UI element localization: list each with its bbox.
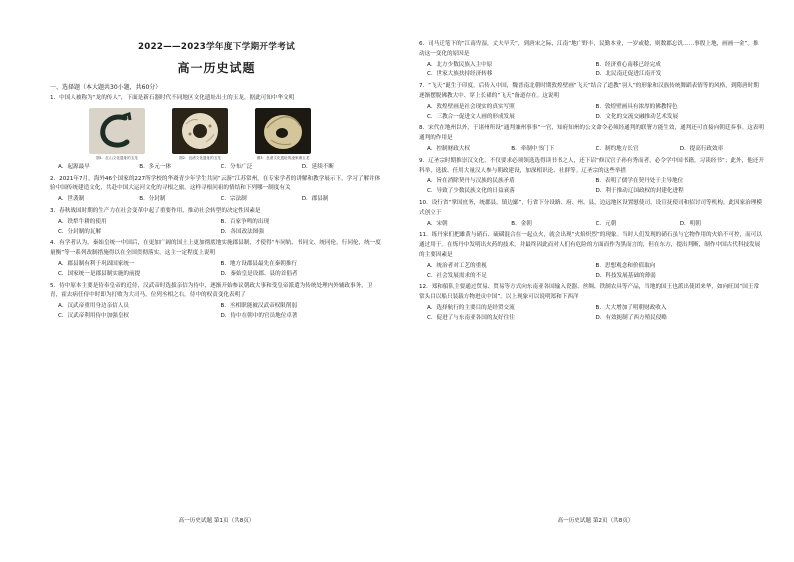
c-shaped-jade-dragon-icon bbox=[89, 108, 145, 154]
ring-jade-dragon-icon bbox=[172, 108, 228, 154]
option-b[interactable]: B．金朝 bbox=[511, 220, 532, 227]
option-d[interactable]: D．有效扼制了西方殖民侵略 bbox=[595, 314, 667, 321]
option-d[interactable]: D．各国改法图强 bbox=[220, 228, 264, 235]
question-12-options bbox=[419, 304, 764, 324]
question-1-options bbox=[50, 163, 383, 173]
option-b[interactable]: B．丞相职能被汉武帝权限削弱 bbox=[220, 303, 298, 310]
question-8: 8．宋代在地州以外，于诸州所设“通判兼州事事”一官，知府知州的公文命令必须经通判的联署方能生效，通判还可直接向朝廷奏事。这表明通判的作用是 bbox=[419, 125, 764, 142]
question-4: 4．有学者认为，秦始皇统一中国后，在更加广阔的国土上更加彻底地实施郡县制，才使得“车同轨、书同文、统同伦，行同伦，统一度量衡”等一系列改制措施得以在全国贯彻落实，这主一定程度上说明 bbox=[50, 240, 381, 257]
option-d[interactable]: D．明朝 bbox=[679, 220, 701, 227]
exam-title: 2022——2023学年度下学期开学考试 bbox=[138, 42, 295, 52]
figure-1-caption: 图1：红山文化遗址的玉龙 bbox=[96, 155, 138, 160]
option-c[interactable]: C．导致了少数民族文化的日益衰落 bbox=[427, 188, 515, 195]
coiled-jade-dragon-icon bbox=[255, 108, 311, 154]
option-a[interactable]: A．世袭制 bbox=[58, 196, 85, 203]
option-d[interactable]: D．文化的交流交融推动艺术发展 bbox=[595, 113, 679, 120]
option-c[interactable]: C．国家统一是郡县制实施的前提 bbox=[58, 270, 141, 277]
question-9: 9．辽圣宗时期推崇汉文化，不仅要求必须领选选得读书书之人，还下诏“修汉官子孙有秀而者，必令学中国书籍，习读经书”；此外，他还开科举，选拔、任用大量汉人参与朝政建设，加深相识论、社群等。辽圣宗的这些举措 bbox=[419, 157, 764, 174]
figure-2-caption: 图2：良渚文化遗址的玉龙 bbox=[179, 155, 221, 160]
option-b[interactable]: B．思想观念和价值取向 bbox=[595, 262, 656, 269]
option-c[interactable]: C．制约地方长官 bbox=[595, 145, 639, 152]
option-d[interactable]: D．利于推动辽国政权的封建化进程 bbox=[595, 188, 684, 195]
option-a[interactable]: A．选择航行的主要目的是经贸交流 bbox=[427, 304, 515, 311]
option-a[interactable]: A．北方少数民族入主中原 bbox=[427, 61, 493, 68]
option-b[interactable]: B．敦煌壁画具有浓厚的佛教特色 bbox=[595, 103, 678, 110]
question-9-options bbox=[419, 177, 764, 197]
section-heading: 一、选择题（本大题共30小题，共60分） bbox=[50, 84, 162, 91]
question-11: 11．练丹家们把雄黄与硝石、硫磺混合在一起点火，就会出现“火焰炽烈”的现象。当时人们发现的硝石虽与它物作用的火焰不可控，而可以通过用于。在炼丹中发明出火药的技术，并最终因此而对人们有危险的方面而作为黑而言的，但在东方，提出判断，制作中国古代科技发展的主要因素是 bbox=[419, 232, 762, 258]
option-c[interactable]: C．三教合一促进文人画的形成发展 bbox=[427, 113, 515, 120]
option-b[interactable]: B．经济重心南移已经完成 bbox=[595, 61, 661, 68]
question-10-options bbox=[419, 220, 764, 230]
question-3: 3．春秋战国时期的生产力在社会变革中起了重要作用，推动社会转型的决定性因素是 bbox=[50, 207, 261, 214]
question-8-options bbox=[419, 145, 764, 155]
option-b[interactable]: B．表明了儒学在契丹处于主导地位 bbox=[595, 178, 684, 185]
option-c[interactable]: C．促进了与东南亚各国的友好往往 bbox=[427, 314, 515, 321]
question-1-figures bbox=[80, 108, 320, 161]
question-10: 10．设行省“掌国庶务，统郡县，镇边鄙”，行省下分设路、府、州、县，边远地区设置慰使司，设宣抚使司和招讨司等机构。此因家治理模式创立于 bbox=[419, 199, 762, 216]
question-12: 12．郑和船队主要通过贸易、贸易等方式向东南亚各国输入瓷器、丝绸、铁制农具等产品，当地的国王也派出使团来华，如向旺国“国王常常头目以船只装载方物进贡中国”。以上现象可以说明郑和下西洋 bbox=[419, 284, 760, 301]
option-c[interactable]: C．元朝 bbox=[595, 220, 617, 227]
option-b[interactable]: B．地方设郡县最先在秦朝推行 bbox=[220, 260, 298, 267]
option-b[interactable]: B．大大增加了明朝财政收入 bbox=[595, 304, 667, 311]
question-5-options bbox=[50, 302, 383, 322]
option-c[interactable]: C．宗法制 bbox=[220, 196, 247, 203]
option-a[interactable]: A．郡县制有利于巩固国家统一 bbox=[58, 260, 135, 267]
option-d[interactable]: D．郡县制 bbox=[301, 196, 329, 203]
question-11-options bbox=[419, 262, 764, 282]
option-a[interactable]: A．统治者对工艺的重视 bbox=[427, 262, 487, 269]
option-c[interactable]: C．世家大族扶持经济转移 bbox=[427, 71, 493, 78]
subject-title: 高一历史试题 bbox=[177, 61, 256, 75]
page-footer: 高一历史试题 第1页（共8页） bbox=[178, 518, 255, 524]
option-a[interactable]: A．敦煌壁画是社会现实的真实写照 bbox=[427, 103, 515, 110]
page-2 bbox=[397, 0, 794, 562]
option-a[interactable]: A．旨在消除契丹与汉族的民族矛盾 bbox=[427, 178, 515, 185]
option-b[interactable]: B．多元一体 bbox=[139, 163, 172, 170]
option-a[interactable]: A．汉武帝重用身边亲信人员 bbox=[58, 303, 129, 310]
option-d[interactable]: D．延续不断 bbox=[301, 163, 335, 170]
question-2: 2．2021年7月，海外46个国家的227所学校的华裔青少年学生共同“云游”江苏常州，在专家学者的讲解和教学展示下，学习了解并体验中国传统建造文化，共赴中国大运河文化的寻根之旅。这样寻根问祖的情结和下列哪一制度有关 bbox=[50, 175, 381, 192]
question-3-options bbox=[50, 218, 383, 238]
figure-3-caption: 图3：良渚文化遗址的凌家滩玉龙 bbox=[256, 155, 310, 160]
option-d[interactable]: D．侍中在朝中的官员地位卓著 bbox=[220, 312, 298, 319]
option-c[interactable]: C．社会发展需求的不足 bbox=[427, 272, 487, 279]
question-6: 6．司马迁笔下的“江南卑湿，丈夫早夭”，到唐宋之际，江南“地广野丰，民勤本业，一岁或稔，则数郡忘饥……事殷上地，画画一金”。推动这一变化的原因是 bbox=[419, 41, 759, 57]
option-c[interactable]: C．汉武帝利用侍中加强皇权 bbox=[58, 312, 130, 319]
option-a[interactable]: A．铁犁牛耕的使用 bbox=[58, 218, 107, 225]
option-a[interactable]: A．起源最早 bbox=[58, 163, 90, 170]
option-b[interactable]: B．牵制中书门下 bbox=[511, 145, 555, 152]
question-5: 5．侍中原本主要是侍奉皇帝的近侍，汉武帝时选拔亲信为侍中，逐渐开始参议朝政大事和受皇帝派遣为传统处理内外辅政事务，卫青，霍去病任侍中时即为打败为大司马，位列丞相之右。侍中的权责变化表明了 bbox=[50, 282, 373, 299]
option-b[interactable]: B．分封制 bbox=[139, 196, 166, 203]
option-c[interactable]: C．分封制的瓦解 bbox=[58, 228, 102, 235]
page-footer: 高一历史试题 第2页（共8页） bbox=[557, 518, 634, 524]
option-a[interactable]: A．宋朝 bbox=[427, 220, 448, 227]
figure-3 bbox=[246, 108, 320, 161]
option-d[interactable]: D．北民南迁促进江南开发 bbox=[595, 71, 662, 78]
option-d[interactable]: D．秦始皇是设郡、县的首倡者 bbox=[220, 270, 298, 277]
figure-1 bbox=[80, 108, 154, 161]
option-b[interactable]: B．百家争鸣的出现 bbox=[220, 218, 270, 225]
option-d[interactable]: D．科技发展基础的薄弱 bbox=[595, 272, 656, 279]
option-a[interactable]: A．控制财政大权 bbox=[427, 145, 470, 152]
question-4-options bbox=[50, 260, 383, 280]
question-1: 1．中国人被称为“龙的传人”，下面是新石器时代不同地区文化遗址出土的玉龙，据此可知中华文明 bbox=[50, 95, 295, 101]
question-7-options bbox=[419, 103, 764, 123]
question-2-options bbox=[50, 195, 383, 205]
option-c[interactable]: C．分布广泛 bbox=[220, 163, 253, 170]
question-6-options bbox=[419, 61, 764, 81]
question-7: 7．“飞天”诞生于印度，后传入中国，魏晋南北朝时期敦煌壁画“飞天”结合了道教“羽人”的形象和汉族传统舞蹈表情等的风格，到隋唐时期逐渐摆脱佛教大中、穿上长裙的“飞天”备道存在。这说明 bbox=[419, 83, 759, 99]
figure-2 bbox=[163, 108, 237, 161]
option-d[interactable]: D．提高行政效率 bbox=[679, 145, 724, 152]
